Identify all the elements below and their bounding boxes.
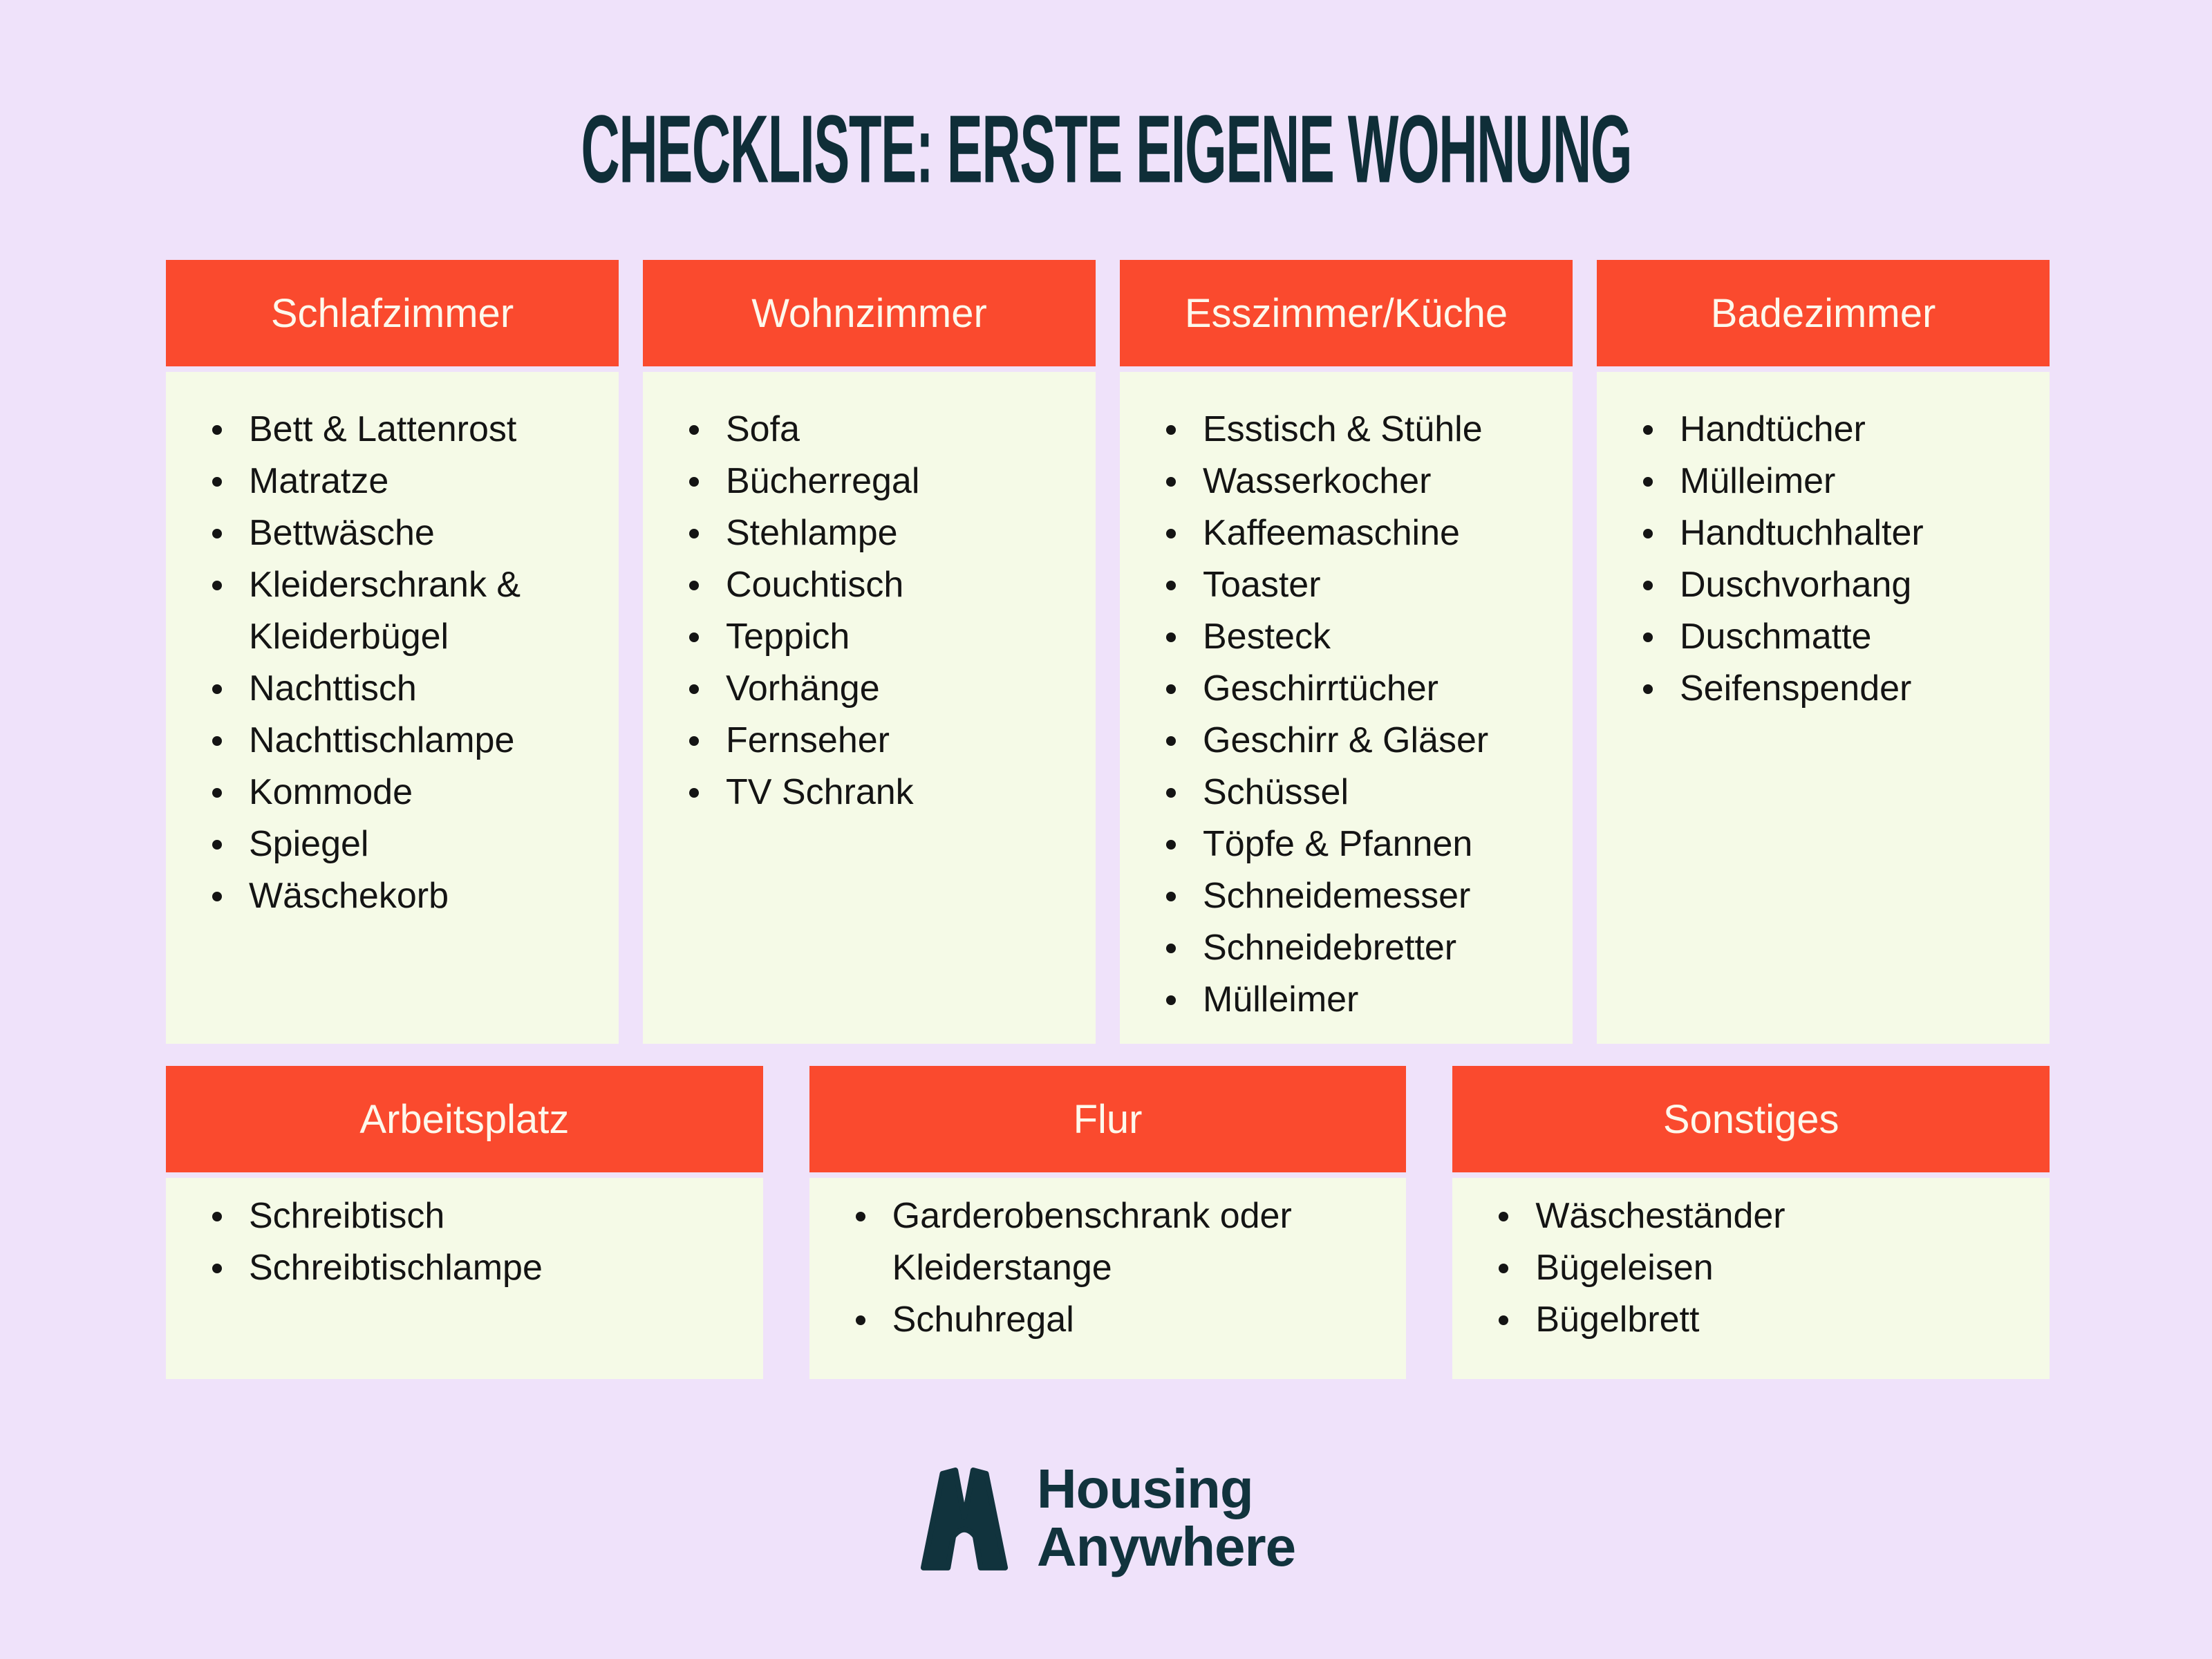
list-item: Schreibtisch xyxy=(166,1190,747,1242)
card-title: Esszimmer/Küche xyxy=(1184,290,1508,336)
list-item: Besteck xyxy=(1120,611,1556,663)
list-item: Bettwäsche xyxy=(166,507,602,559)
list-item: Schuhregal xyxy=(809,1294,1390,1346)
card-title: Arbeitsplatz xyxy=(359,1096,570,1142)
list-item: Teppich xyxy=(643,611,1079,663)
card-title: Flur xyxy=(1073,1096,1143,1142)
list-item: Kaffeemaschine xyxy=(1120,507,1556,559)
logo-line1: Housing xyxy=(1036,1458,1253,1519)
housinganywhere-h-icon xyxy=(917,1465,1012,1571)
list-item: Couchtisch xyxy=(643,559,1079,611)
list-item: Nachttischlampe xyxy=(166,715,602,767)
list-item: Stehlampe xyxy=(643,507,1079,559)
list-item: Bücherregal xyxy=(643,456,1079,507)
list-item: Wäschekorb xyxy=(166,870,602,922)
logo-wordmark xyxy=(1037,1460,1295,1576)
list-item: Bett & Lattenrost xyxy=(166,404,602,456)
list-item: Handtuchhalter xyxy=(1597,507,2033,559)
card-item-list xyxy=(1120,372,1573,1044)
list-item: Vorhänge xyxy=(643,663,1079,715)
list-item: Wäscheständer xyxy=(1452,1190,2033,1242)
list-item: Spiegel xyxy=(166,818,602,870)
list-item: Esstisch & Stühle xyxy=(1120,404,1556,456)
logo-line2: Anywhere xyxy=(1036,1516,1296,1577)
card-item-list xyxy=(1597,372,2050,1044)
list-item: Mülleimer xyxy=(1597,456,2033,507)
card-header xyxy=(166,1066,763,1172)
list-item: Töpfe & Pfannen xyxy=(1120,818,1556,870)
card-header xyxy=(166,260,619,366)
list-item: Schneidebretter xyxy=(1120,922,1556,974)
list-item: Geschirrtücher xyxy=(1120,663,1556,715)
card-title: Wohnzimmer xyxy=(751,290,987,336)
card-badezimmer xyxy=(1597,260,2050,1044)
housinganywhere-logo xyxy=(0,1460,2212,1576)
card-header xyxy=(643,260,1096,366)
list-item: Schreibtischlampe xyxy=(166,1242,747,1294)
card-title: Badezimmer xyxy=(1710,290,1936,336)
list-item: TV Schrank xyxy=(643,767,1079,818)
page-title: CHECKLISTE: ERSTE EIGENE WOHNUNG xyxy=(581,95,1631,204)
card-esszimmer-kueche xyxy=(1120,260,1573,1044)
list-item: Geschirr & Gläser xyxy=(1120,715,1556,767)
card-flur xyxy=(809,1066,1407,1379)
card-item-list xyxy=(809,1178,1407,1379)
list-item: Fernseher xyxy=(643,715,1079,767)
list-item: Garderobenschrank oder Kleiderstange xyxy=(809,1190,1390,1294)
card-item-list xyxy=(1452,1178,2050,1379)
list-item: Kleiderschrank & Kleiderbügel xyxy=(166,559,602,663)
card-wohnzimmer xyxy=(643,260,1096,1044)
list-item: Seifenspender xyxy=(1597,663,2033,715)
list-item: Bügelbrett xyxy=(1452,1294,2033,1346)
card-item-list xyxy=(166,1178,763,1379)
card-header xyxy=(1597,260,2050,366)
card-header xyxy=(1120,260,1573,366)
list-item: Sofa xyxy=(643,404,1079,456)
card-title: Schlafzimmer xyxy=(270,290,514,336)
card-sonstiges xyxy=(1452,1066,2050,1379)
card-arbeitsplatz xyxy=(166,1066,763,1379)
card-item-list xyxy=(166,372,619,1044)
list-item: Duschvorhang xyxy=(1597,559,2033,611)
list-item: Schneidemesser xyxy=(1120,870,1556,922)
page-title-wrap xyxy=(0,94,2212,204)
list-item: Duschmatte xyxy=(1597,611,2033,663)
list-item: Toaster xyxy=(1120,559,1556,611)
card-item-list xyxy=(643,372,1096,1044)
list-item: Mülleimer xyxy=(1120,974,1556,1026)
list-item: Wasserkocher xyxy=(1120,456,1556,507)
card-row-bottom xyxy=(166,1066,2050,1379)
list-item: Handtücher xyxy=(1597,404,2033,456)
list-item: Nachttisch xyxy=(166,663,602,715)
list-item: Matratze xyxy=(166,456,602,507)
list-item: Bügeleisen xyxy=(1452,1242,2033,1294)
card-title: Sonstiges xyxy=(1662,1096,1839,1142)
card-header xyxy=(809,1066,1407,1172)
card-schlafzimmer xyxy=(166,260,619,1044)
card-header xyxy=(1452,1066,2050,1172)
list-item: Schüssel xyxy=(1120,767,1556,818)
list-item: Kommode xyxy=(166,767,602,818)
card-row-top xyxy=(166,260,2050,1044)
